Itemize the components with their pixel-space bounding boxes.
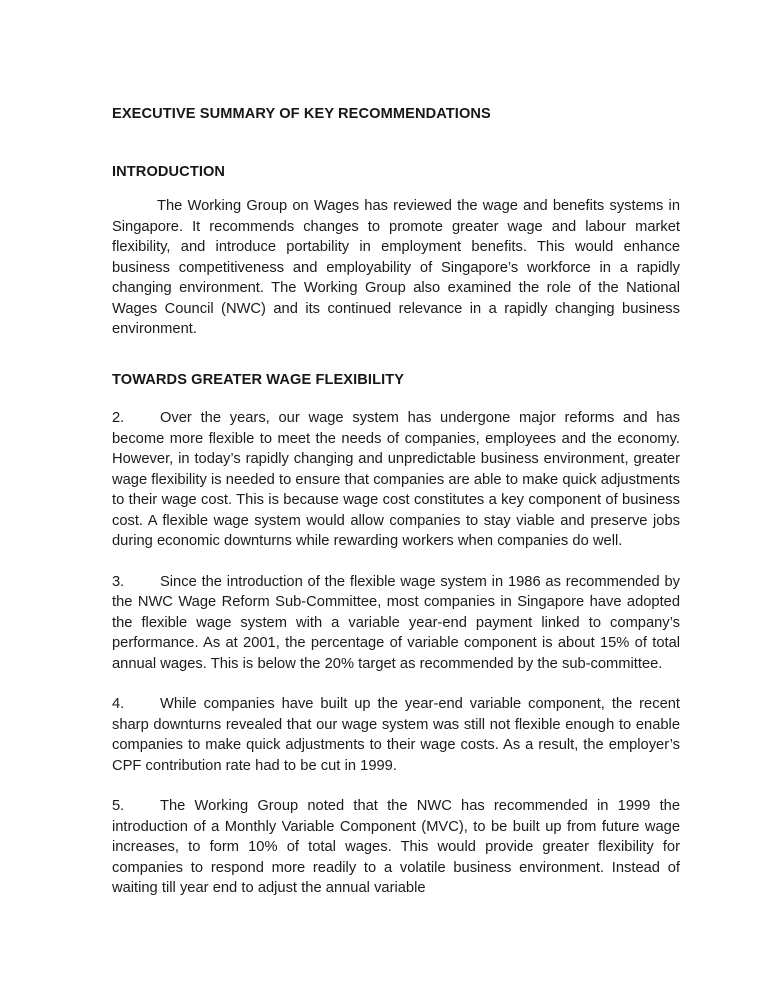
paragraph-number-4: 4. (112, 696, 125, 712)
spacer (112, 674, 680, 694)
paragraph-number-5: 5. (112, 798, 125, 814)
spacer (112, 552, 680, 572)
spacer (112, 125, 680, 162)
paragraph-5 (112, 796, 680, 899)
paragraph-text-2: Over the years, our wage system has undergone major reforms and has become more flexible to meet the needs of companies, employees and the economy. However, in today’s rapidly changing and unpredictable business environment, greater wage flexibility is needed to ensure that companies are able to make quick adjustments to their wage cost. This is because wage cost constitutes a key component of business cost. A flexible wage system would allow companies to stay viable and preserve jobs during economic downturns while rewarding workers when companies do well. (112, 410, 680, 549)
document-body (112, 104, 680, 979)
page-title: EXECUTIVE SUMMARY OF KEY RECOMMENDATIONS (112, 106, 491, 122)
paragraph-text-3: Since the introduction of the flexible wage system in 1986 as recommended by the NWC Wage Reform Sub-Committee, most companies in Singapore have adopted the flexible wage system with a variable year-end payment linked to company’s performance. As at 2001, the percentage of variable component is about 15% of total annual wages. This is below the 20% target as recommended by the sub-committee. (112, 573, 680, 672)
spacer (112, 776, 680, 796)
spacer (112, 899, 680, 979)
section-heading-wage-flexibility: TOWARDS GREATER WAGE FLEXIBILITY (112, 371, 405, 388)
spacer (112, 182, 680, 196)
paragraph-3 (112, 572, 680, 675)
paragraph-2 (112, 408, 680, 552)
paragraph-number-3: 3. (112, 573, 125, 590)
spacer (112, 340, 680, 370)
paragraph-introduction: The Working Group on Wages has reviewed the wage and benefits systems in Singapore. It recommends changes to promote greater wage and labour market flexibility, and introduce portability in employment benefits. This would enhance business competitiveness and employability of Singapore’s workforce in a rapidly changing environment. The Working Group also examined the role of the National Wages Council (NWC) and its continued relevance in a rapidly changing business environment. (112, 198, 680, 337)
paragraph-4 (112, 694, 680, 776)
paragraph-text-4: While companies have built up the year-end variable component, the recent sharp downturns revealed that our wage system was still not flexible enough to enable companies to make quick adjustments to their wage costs. As a result, the employer’s CPF contribution rate had to be cut in 1999. (112, 696, 680, 774)
section-heading-introduction: INTRODUCTION (112, 163, 226, 180)
paragraph-text-5: The Working Group noted that the NWC has recommended in 1999 the introduction of a Monthly Variable Component (MVC), to be built up from future wage increases, to form 10% of total wages. This would provide greater flexibility for companies to respond more readily to a volatile business environment. Instead of waiting till year end to adjust the annual variable (112, 798, 680, 896)
paragraph-number-2: 2. (112, 410, 125, 426)
spacer (112, 390, 680, 408)
